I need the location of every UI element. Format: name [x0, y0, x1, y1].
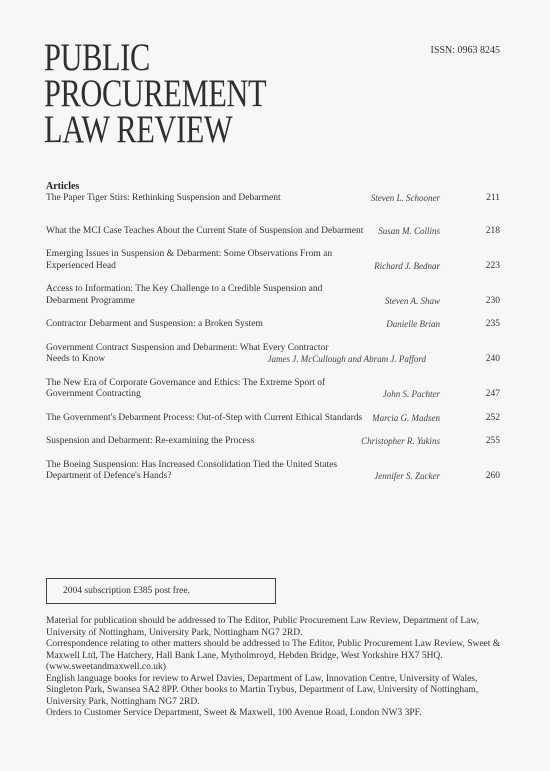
article-title: Contractor Debarment and Suspension: a Broken System — [46, 319, 263, 329]
toc-entry — [46, 249, 502, 272]
article-title: The Government's Debarment Process: Out-of-Step with Current Ethical Standards — [46, 412, 363, 423]
footer-paragraph: Orders to Customer Service Department, Sweet & Maxwell, 100 Avenue Road, London NW3 3PF. — [46, 708, 422, 718]
article-title: What the MCI Case Teaches About the Current State of Suspension and Debarment — [46, 225, 364, 236]
article-page: 252 — [485, 412, 500, 423]
article-author: Jennifer S. Zucker — [374, 471, 440, 481]
article-title: Access to Information: The Key Challenge to a Credible Suspension and Debarment Programme — [46, 284, 323, 306]
toc-entry — [46, 460, 502, 483]
article-title: The Paper Tiger Stirs: Rethinking Suspension and Debarment — [46, 193, 281, 203]
toc-entry — [46, 284, 502, 307]
article-author: Steven A. Shaw — [384, 295, 440, 306]
footer-website: (www.sweetandmaxwell.co.uk) — [46, 662, 166, 672]
article-author: Danielle Brian — [386, 319, 440, 329]
footer-paragraph: Material for publication should be addressed to The Editor, Public Procurement Law Review, Department of Law, University of Nottingham, University Park, Nottingham NG7 2RD. — [46, 616, 479, 638]
toc-entry — [46, 226, 502, 238]
toc-entry — [46, 343, 502, 366]
article-title: Government Contract Suspension and Debarment: What Every Contractor Needs to Know — [46, 342, 329, 364]
toc-entry — [46, 319, 502, 331]
article-author: John S. Pachter — [382, 389, 440, 399]
journal-title — [44, 36, 267, 151]
subscription-box: 2004 subscription £385 post free. — [46, 578, 276, 604]
article-page: 255 — [485, 436, 500, 446]
footer-notes — [46, 616, 508, 720]
footer-paragraph: Correspondence relating to other matters should be addressed to The Editor, Public Procurement Law Review, Sweet & Maxwell Ltd, The Hatchery, Hall Bank Lane, Mytholmroyd, Hebden Bridge, West Yorkshire HX7 5HQ. — [46, 639, 501, 661]
article-page: 260 — [485, 471, 500, 481]
article-author: Steven L. Schooner — [370, 193, 440, 203]
issn: ISSN: 0963 8245 — [430, 45, 500, 56]
footer-paragraph: English language books for review to Arwel Davies, Department of Law, Innovation Centre, University of Wales, Singleton Park, Swansea SA2 8PP. Other books to Martin Trybus, Department of Law, University of Nottingham, University Park, Nottingham NG7 2RD. — [46, 673, 479, 707]
article-page: 247 — [485, 389, 500, 399]
article-page: 218 — [485, 225, 500, 236]
toc-entry — [46, 193, 502, 205]
toc-entry — [46, 413, 502, 425]
journal-title-line-1: PUBLIC — [44, 36, 150, 79]
article-page: 235 — [485, 319, 500, 329]
journal-title-line-3: LAW REVIEW — [44, 108, 233, 151]
journal-title-line-2: PROCUREMENT — [44, 72, 267, 115]
article-author: James J. McCullough and Abram J. Pafford — [267, 354, 426, 364]
article-title: The New Era of Corporate Governance and Ethics: The Extreme Sport of Government Contracting — [46, 377, 326, 399]
table-of-contents — [46, 193, 502, 483]
toc-entry — [46, 378, 502, 401]
article-page: 240 — [485, 354, 500, 364]
article-title: Emerging Issues in Suspension & Debarment: Some Observations From an Experienced Head — [46, 249, 333, 271]
article-page: 211 — [486, 193, 500, 203]
article-author: Richard J. Bednar — [374, 260, 440, 271]
toc-entry — [46, 436, 502, 448]
article-title: Suspension and Debarment: Re-examining the Process — [46, 436, 255, 446]
article-page: 230 — [485, 295, 500, 306]
article-title: The Boeing Suspension: Has Increased Consolidation Tied the United States Department of Defence's Hands? — [46, 459, 338, 481]
article-author: Christopher R. Yukins — [361, 436, 440, 446]
article-author: Susan M. Collins — [378, 225, 440, 236]
article-author: Marcia G. Madsen — [372, 412, 440, 423]
articles-heading: Articles — [46, 181, 80, 192]
article-page: 223 — [485, 260, 500, 271]
